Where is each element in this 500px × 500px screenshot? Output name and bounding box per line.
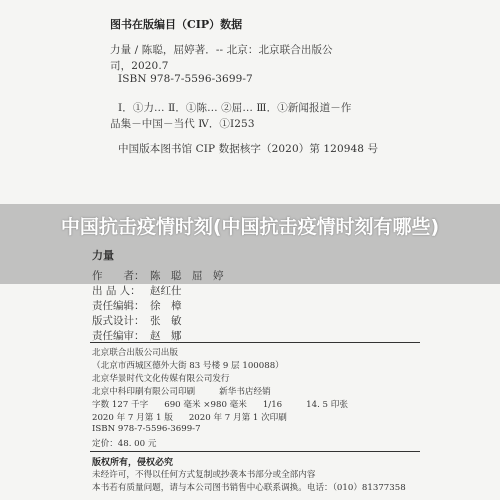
credit-value: 赵红仕 xyxy=(150,285,182,297)
cip-line-2: 司，2020.7 xyxy=(110,60,169,72)
pub-format xyxy=(92,398,348,410)
pub-isbn: ISBN 978-7-5596-3699-7 xyxy=(92,424,201,434)
pub-sheets: 14. 5 印张 xyxy=(306,400,348,410)
book-title: 力量 xyxy=(92,249,114,262)
cip-record-number: 中国版本图书馆 CIP 数据核字（2020）第 120948 号 xyxy=(118,143,379,155)
divider-top xyxy=(90,342,420,343)
credit-value: 徐 樟 xyxy=(150,300,182,312)
pub-distributor: 北京华景时代文化传媒有限公司发行 xyxy=(92,374,230,384)
credit-key: 出 品 人： xyxy=(92,285,141,297)
pub-wordcount: 字数 127 千字 xyxy=(92,400,149,410)
credit-key: 责任编审： xyxy=(92,330,145,342)
pub-size: 690 毫米 ×980 毫米 xyxy=(164,400,247,410)
cip-line-1: 力量 / 陈聪，屈婷著．-- 北京：北京联合出版公 xyxy=(110,44,333,56)
pub-fold: 1/16 xyxy=(262,400,283,410)
pub-price: 定价：48. 00 元 xyxy=(92,439,157,449)
pub-edition xyxy=(92,411,287,423)
credit-reviewer xyxy=(92,328,182,343)
cip-title: 图书在版编目（CIP）数据 xyxy=(110,18,243,31)
credit-key: 责任编辑： xyxy=(92,300,145,312)
rights-title: 版权所有，侵权必究 xyxy=(92,458,174,468)
pub-seller: 新华书店经销 xyxy=(219,387,271,397)
banner-title: 中国抗击疫情时刻(中国抗击疫情时刻有哪些) xyxy=(60,216,440,238)
rights-line-1: 未经许可，不得以任何方式复制或抄袭本书部分或全部内容 xyxy=(92,470,316,480)
pub-printer xyxy=(92,385,271,397)
credit-value: 张 敏 xyxy=(150,315,182,327)
rights-line-2: 本书若有质量问题，请与本公司图书销售中心联系调换。电话：（010）81377358 xyxy=(92,483,406,493)
credit-value: 陈 聪 屈 婷 xyxy=(150,270,224,282)
credit-producer xyxy=(92,283,182,298)
cip-isbn: ISBN 978-7-5596-3699-7 xyxy=(118,73,253,85)
credit-key: 作 者： xyxy=(92,270,145,282)
divider-bottom xyxy=(90,451,420,452)
credit-value: 赵 娜 xyxy=(150,330,182,342)
credit-key: 版式设计： xyxy=(92,315,145,327)
pub-publisher: 北京联合出版公司出版 xyxy=(92,348,178,358)
pub-printing-date: 2020 年 7 月第 1 次印刷 xyxy=(188,413,287,423)
credit-editor xyxy=(92,298,182,313)
credit-layout xyxy=(92,313,182,328)
credit-author xyxy=(92,268,224,283)
cip-classification-2: 品集－中国－当代 Ⅳ．①I253 xyxy=(110,118,255,130)
cip-classification-1: Ⅰ．①力… Ⅱ．①陈… ②屈… Ⅲ．①新闻报道－作 xyxy=(118,102,352,114)
pub-printer-name: 北京中科印刷有限公司印刷 xyxy=(92,387,196,397)
pub-address: （北京市西城区德外大街 83 号楼 9 层 100088） xyxy=(92,361,284,371)
pub-edition-date: 2020 年 7 月第 1 版 xyxy=(92,413,173,423)
